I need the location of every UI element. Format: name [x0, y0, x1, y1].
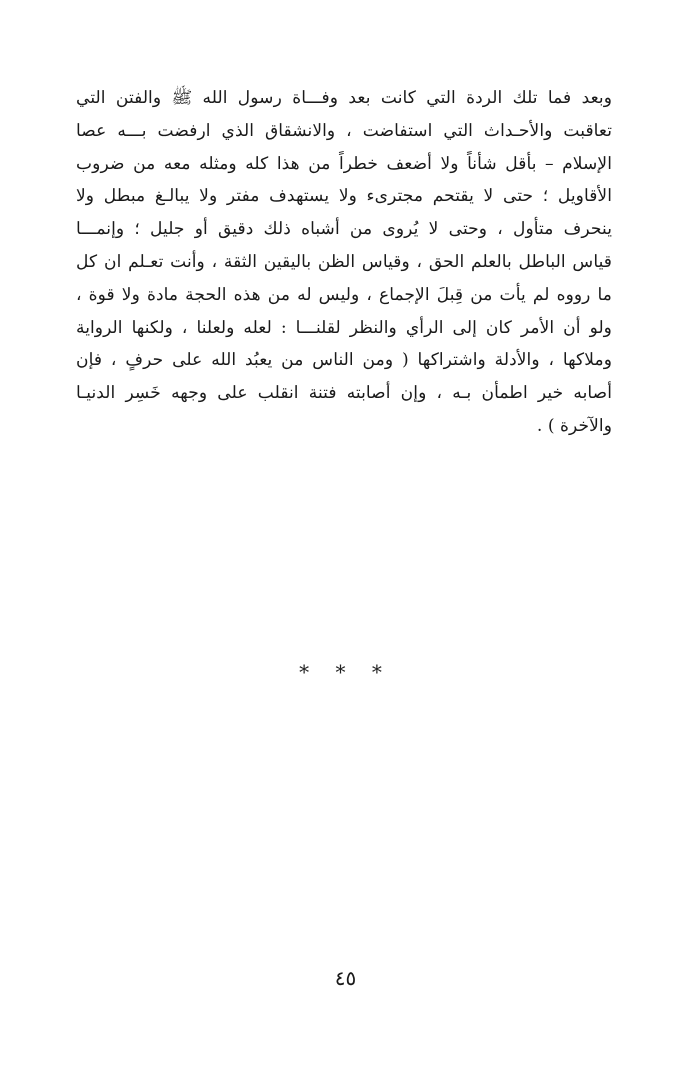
text-line: الأقاويل ؛ حتى لا يقتحم مجترىء ولا يستهدف مفتر ولا يبالـغ مبطل ولا: [76, 186, 612, 207]
body-paragraph: [76, 82, 612, 443]
text-line: الإسلام – بأقل شأناً ولا أضعف خطراً من هذا كله ومثله معه من ضروب: [76, 153, 612, 174]
text-line: قياس الباطل بالعلم الحق ، وقياس الظن باليقين الثقة ، وأنت تعـلم ان كل: [76, 251, 612, 272]
section-divider: * * *: [299, 660, 392, 684]
text-line: وملاكها ، والأدلة واشتراكها ( ومن الناس من يعبُد الله على حرفٍ ، فإن: [76, 350, 612, 371]
text-line: والآخرة ) .: [536, 415, 612, 436]
text-line: وبعد فما تلك الردة التي كانت بعد وفـــاة رسول الله ﷺ والفتن التي: [76, 88, 612, 108]
text-line: تعاقبت والأحـداث التي استفاضت ، والانشقاق الذي ارفضت بـــه عصا: [76, 120, 612, 141]
text-line: ما رووه لم يأت من قِبلَ الإجماع ، وليس له من هذه الحجة مادة ولا قوة ،: [76, 284, 612, 305]
text-line: ولو أن الأمر كان إلى الرأي والنظر لقلنـــا : لعله ولعلنا ، ولكنها الرواية: [76, 317, 612, 338]
text-line: ينحرف متأول ، وحتى لا يُروى من أشباه ذلك دقيق أو جليل ؛ وإنمـــا: [76, 219, 612, 240]
page-number: ٤٥: [334, 966, 357, 990]
text-line: أصابه خير اطمأن بـه ، وإن أصابته فتنة انقلب على وجهه خَسِر الدنيـا: [76, 383, 612, 404]
